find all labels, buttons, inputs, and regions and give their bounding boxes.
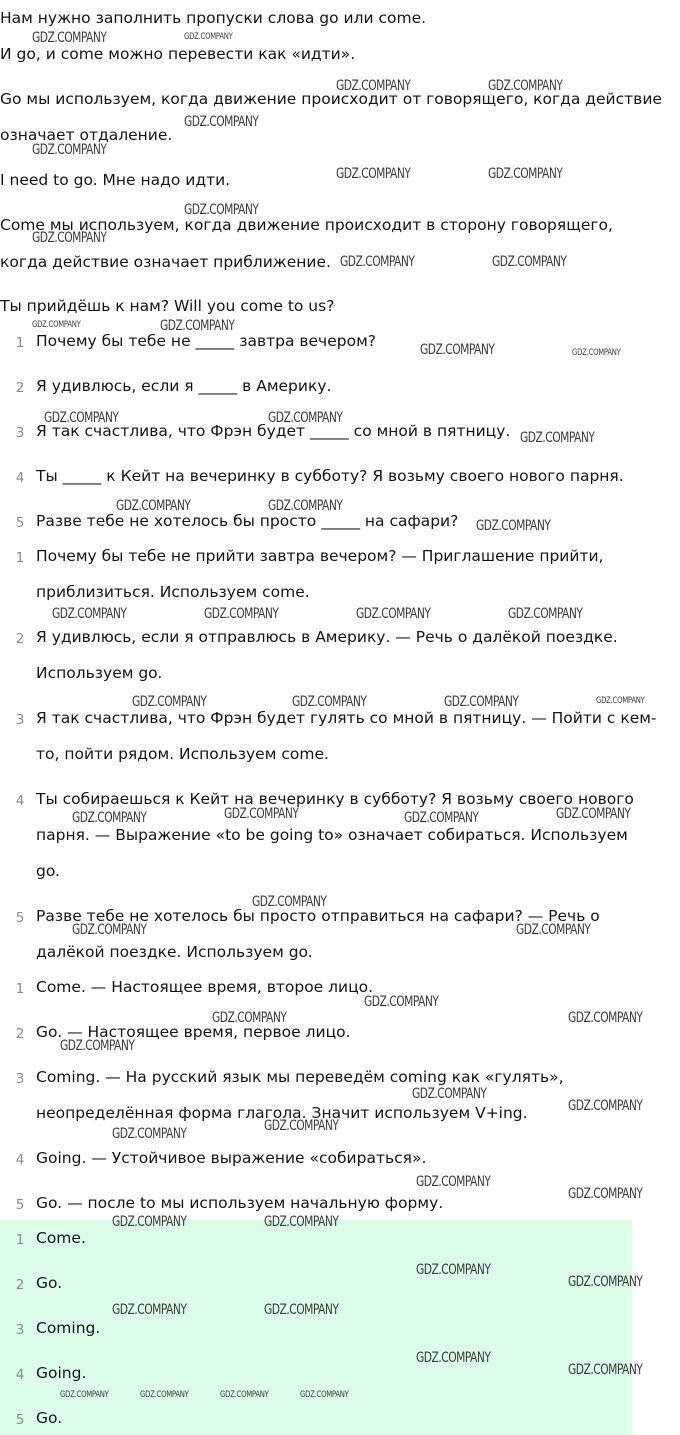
item-number: 4 <box>15 470 25 486</box>
watermark: GDZ.COMPANY <box>416 1350 491 1366</box>
item-text: Используем go. <box>36 664 163 682</box>
item-number: 5 <box>15 515 25 531</box>
item-number: 5 <box>15 1197 25 1213</box>
item-number: 3 <box>15 1322 25 1338</box>
item-text: Разве тебе не хотелось бы просто отправиться на сафари? — Речь о <box>36 907 600 925</box>
watermark: GDZ.COMPANY <box>268 410 343 426</box>
watermark: GDZ.COMPANY <box>412 1086 487 1102</box>
watermark: GDZ.COMPANY <box>568 1274 643 1290</box>
intro-line: Ты прийдёшь к нам? Will you come to us? <box>0 297 335 315</box>
watermark: GDZ.COMPANY <box>184 32 233 42</box>
watermark: GDZ.COMPANY <box>416 1262 491 1278</box>
watermark: GDZ.COMPANY <box>568 1010 643 1026</box>
intro-line: когда действие означает приближение. <box>0 253 331 271</box>
watermark: GDZ.COMPANY <box>264 1118 339 1134</box>
item-number: 4 <box>15 793 25 809</box>
watermark: GDZ.COMPANY <box>476 518 551 534</box>
watermark: GDZ.COMPANY <box>32 30 107 46</box>
answer-text: Come. <box>36 1229 86 1247</box>
answer-text: Go. <box>36 1409 63 1427</box>
watermark: GDZ.COMPANY <box>112 1126 187 1142</box>
item-text: парня. — Выражение «to be going to» означает собираться. Используем <box>36 826 628 844</box>
item-number: 2 <box>15 631 25 647</box>
answer-text: Go. <box>36 1274 63 1292</box>
watermark: GDZ.COMPANY <box>132 694 207 710</box>
item-number: 3 <box>15 425 25 441</box>
watermark: GDZ.COMPANY <box>184 114 259 130</box>
watermark: GDZ.COMPANY <box>404 810 479 826</box>
watermark: GDZ.COMPANY <box>264 1302 339 1318</box>
item-text: то, пойти рядом. Используем come. <box>36 745 329 763</box>
item-text: go. <box>36 862 60 880</box>
answer-text: Going. <box>36 1364 87 1382</box>
watermark: GDZ.COMPANY <box>416 1174 491 1190</box>
watermark: GDZ.COMPANY <box>520 430 595 446</box>
item-number: 1 <box>15 335 25 351</box>
watermark: GDZ.COMPANY <box>488 166 563 182</box>
watermark: GDZ.COMPANY <box>32 320 81 330</box>
item-text: Go. — Настоящее время, первое лицо. <box>36 1023 351 1041</box>
intro-line: Go мы используем, когда движение происходит от говорящего, когда действие <box>0 90 662 108</box>
answer-text: Coming. <box>36 1319 101 1337</box>
watermark: GDZ.COMPANY <box>268 498 343 514</box>
watermark: GDZ.COMPANY <box>252 894 327 910</box>
watermark: GDZ.COMPANY <box>568 1186 643 1202</box>
watermark: GDZ.COMPANY <box>264 1214 339 1230</box>
item-text: Я удивлюсь, если я отправлюсь в Америку. — Речь о далёкой поездке. <box>36 628 618 646</box>
watermark: GDZ.COMPANY <box>508 606 583 622</box>
watermark: GDZ.COMPANY <box>72 810 147 826</box>
item-number: 3 <box>15 1071 25 1087</box>
item-number: 1 <box>15 550 25 566</box>
item-text: Coming. — На русский язык мы переведём coming как «гулять», <box>36 1068 564 1086</box>
watermark: GDZ.COMPANY <box>160 318 235 334</box>
watermark: GDZ.COMPANY <box>72 922 147 938</box>
item-number: 1 <box>15 1232 25 1248</box>
watermark: GDZ.COMPANY <box>572 348 621 358</box>
watermark: GDZ.COMPANY <box>140 1390 189 1400</box>
watermark: GDZ.COMPANY <box>300 1390 349 1400</box>
item-number: 4 <box>15 1367 25 1383</box>
item-text: Разве тебе не хотелось бы просто _____ на сафари? <box>36 512 459 530</box>
item-number: 5 <box>15 1412 25 1428</box>
item-text: Going. — Устойчивое выражение «собираться». <box>36 1149 427 1167</box>
item-number: 2 <box>15 380 25 396</box>
watermark: GDZ.COMPANY <box>224 806 299 822</box>
watermark: GDZ.COMPANY <box>568 1098 643 1114</box>
watermark: GDZ.COMPANY <box>60 1390 109 1400</box>
item-number: 2 <box>15 1026 25 1042</box>
item-text: Я удивлюсь, если я _____ в Америку. <box>36 377 332 395</box>
item-number: 5 <box>15 910 25 926</box>
watermark: GDZ.COMPANY <box>420 342 495 358</box>
watermark: GDZ.COMPANY <box>444 694 519 710</box>
watermark: GDZ.COMPANY <box>116 498 191 514</box>
watermark: GDZ.COMPANY <box>52 606 127 622</box>
watermark: GDZ.COMPANY <box>568 1362 643 1378</box>
item-text: Почему бы тебе не прийти завтра вечером? — Приглашение прийти, <box>36 547 604 565</box>
intro-line: Come мы используем, когда движение происходит в сторону говорящего, <box>0 216 613 234</box>
watermark: GDZ.COMPANY <box>336 78 411 94</box>
watermark: GDZ.COMPANY <box>292 694 367 710</box>
item-number: 3 <box>15 712 25 728</box>
item-text: Come. — Настоящее время, второе лицо. <box>36 978 374 996</box>
intro-line: I need to go. Мне надо идти. <box>0 171 231 189</box>
watermark: GDZ.COMPANY <box>112 1214 187 1230</box>
item-text: Go. — после to мы используем начальную форму. <box>36 1194 444 1212</box>
item-text: Я так счастлива, что Фрэн будет гулять со мной в пятницу. — Пойти с кем- <box>36 709 657 727</box>
item-text: далёкой поездке. Используем go. <box>36 943 313 961</box>
intro-line: означает отдаление. <box>0 126 173 144</box>
watermark: GDZ.COMPANY <box>60 1038 135 1054</box>
watermark: GDZ.COMPANY <box>32 142 107 158</box>
watermark: GDZ.COMPANY <box>556 806 631 822</box>
watermark: GDZ.COMPANY <box>32 230 107 246</box>
watermark: GDZ.COMPANY <box>488 78 563 94</box>
item-number: 1 <box>15 981 25 997</box>
watermark: GDZ.COMPANY <box>596 696 645 706</box>
watermark: GDZ.COMPANY <box>356 606 431 622</box>
intro-line: И go, и come можно перевести как «идти». <box>0 45 356 63</box>
intro-line: Нам нужно заполнить пропуски слова go или come. <box>0 9 427 27</box>
item-text: неопределённая форма глагола. Значит используем V+ing. <box>36 1104 528 1122</box>
item-text: Ты собираешься к Кейт на вечеринку в субботу? Я возьму своего нового <box>36 790 634 808</box>
watermark: GDZ.COMPANY <box>516 922 591 938</box>
watermark: GDZ.COMPANY <box>184 202 259 218</box>
item-text: приблизиться. Используем come. <box>36 583 310 601</box>
item-number: 2 <box>15 1277 25 1293</box>
watermark: GDZ.COMPANY <box>220 1390 269 1400</box>
watermark: GDZ.COMPANY <box>112 1302 187 1318</box>
item-text: Почему бы тебе не _____ завтра вечером? <box>36 332 376 350</box>
watermark: GDZ.COMPANY <box>340 254 415 270</box>
watermark: GDZ.COMPANY <box>364 994 439 1010</box>
watermark: GDZ.COMPANY <box>336 166 411 182</box>
item-number: 4 <box>15 1152 25 1168</box>
watermark: GDZ.COMPANY <box>212 1010 287 1026</box>
item-text: Ты _____ к Кейт на вечеринку в субботу? Я возьму своего нового парня. <box>36 467 624 485</box>
item-text: Я так счастлива, что Фрэн будет _____ со мной в пятницу. <box>36 422 511 440</box>
watermark: GDZ.COMPANY <box>44 410 119 426</box>
watermark: GDZ.COMPANY <box>204 606 279 622</box>
watermark: GDZ.COMPANY <box>492 254 567 270</box>
